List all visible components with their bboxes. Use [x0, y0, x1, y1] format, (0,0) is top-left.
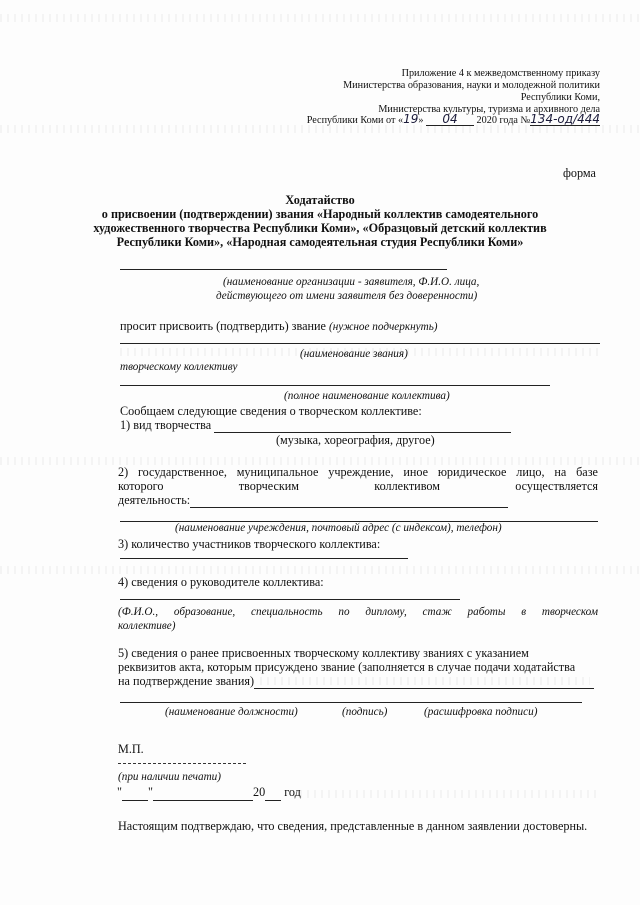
item5-field-line-1[interactable]: [254, 688, 594, 689]
item4-hint-word: диплому,: [365, 606, 407, 618]
item4-hint-word: в: [521, 606, 527, 618]
item4-hint-word: стаж: [422, 606, 452, 618]
item2-word: юридическое: [437, 465, 507, 479]
item4-field-line[interactable]: [120, 599, 460, 600]
item4-hint-line-1: [118, 606, 598, 618]
request-hint: (нужное подчеркнуть): [329, 321, 438, 333]
title-name-field-line[interactable]: [120, 343, 600, 344]
stamp-label: М.П.: [118, 742, 144, 756]
title-name-hint: (наименование звания): [300, 348, 408, 360]
applicant-hint-1: (наименование организации - заявителя, Ф.И.О. лица,: [223, 276, 480, 288]
decoding-hint: (расшифровка подписи): [424, 706, 538, 718]
item2-word: осуществляется: [515, 479, 598, 493]
collective-label: творческому коллективу: [120, 361, 238, 373]
item2-word: на: [554, 465, 567, 479]
header-line-5-prefix: Республики Коми от «: [306, 115, 404, 126]
header-line-2: Министерства образования, науки и молодежной политики: [343, 80, 600, 91]
title-line-3: художественного творчества Республики Коми», «Образцовый детский коллектив: [93, 221, 547, 235]
item5-line-3: на подтверждение звания): [118, 674, 255, 688]
header-line-1: Приложение 4 к межведомственному приказу: [401, 68, 600, 79]
item2-word: творческим: [238, 479, 300, 493]
item3-label: 3) количество участников творческого коллектива:: [118, 537, 381, 551]
request-line: [120, 319, 438, 334]
item1-hint: (музыка, хореография, другое): [276, 433, 435, 447]
info-intro: Сообщаем следующие сведения о творческом коллективе:: [120, 404, 422, 418]
item2-line-3: деятельность:: [118, 493, 191, 507]
header-line-3: Республики Коми,: [520, 92, 600, 103]
form-label: форма: [563, 166, 596, 180]
date-month-field[interactable]: [153, 785, 253, 801]
item2-hint: (наименование учреждения, почтовый адрес (с индексом), телефон): [175, 522, 502, 534]
item5-field-line-2[interactable]: [120, 702, 582, 703]
header-line-4: Министерства культуры, туризма и архивного дела: [378, 104, 600, 115]
title-line-4: Республики Коми», «Народная самодеятельная студия Республики Коми»: [116, 235, 524, 249]
item4-hint-word: творческом: [541, 606, 598, 618]
confirmation-text: Настоящим подтверждаю, что сведения, представленные в данном заявлении достоверны.: [118, 819, 588, 833]
scan-noise: [0, 457, 640, 465]
item3-field-line[interactable]: [120, 558, 408, 559]
date-day-field[interactable]: [122, 785, 148, 801]
collective-name-field-line[interactable]: [120, 385, 550, 386]
item2-line-1: [118, 465, 598, 480]
item5-line-1: 5) сведения о ранее присвоенных творческому коллективу званиях с указанием: [118, 646, 529, 660]
scan-noise: [0, 566, 640, 574]
item2-word: учреждение,: [328, 465, 394, 479]
header-line-5-mid1: »: [418, 115, 424, 126]
order-date-day: 19: [403, 112, 419, 126]
item4-hint-line-2: коллективе): [118, 620, 176, 632]
applicant-hint-2: действующего от имени заявителя без доверенности): [216, 290, 478, 302]
header-order-line: [307, 114, 600, 126]
signature-hint: (подпись): [342, 706, 388, 718]
item4-hint-word: образование,: [173, 606, 236, 618]
scan-noise: [0, 125, 640, 133]
item2-word: базе: [576, 465, 598, 479]
item4-hint-word: по: [338, 606, 350, 618]
title-line-2: о присвоении (подтверждении) звания «Народный коллектив самодеятельного: [101, 207, 539, 221]
item4-hint-word: работы: [467, 606, 506, 618]
item5-line-2: реквизитов акта, которым присуждено звание (заполняется в случае подачи ходатайства: [118, 660, 576, 674]
item2-line-2: [118, 479, 598, 494]
date-open-quote: ": [117, 785, 122, 799]
item2-word: лицо,: [516, 465, 545, 479]
date-close-quote: ": [147, 785, 153, 799]
order-date-month: 04: [426, 114, 474, 126]
scan-noise: [0, 14, 640, 22]
stamp-dashed-line: [118, 763, 246, 764]
item2-word: иное: [403, 465, 429, 479]
date-suffix: год: [284, 785, 301, 799]
applicant-field-line[interactable]: [120, 269, 447, 270]
item2-word: государственное,: [137, 465, 227, 479]
item2-word: муниципальное: [236, 465, 319, 479]
item4-hint-word: (Ф.И.О.,: [118, 606, 159, 618]
item1-label: 1) вид творчества: [120, 418, 212, 432]
order-number: 134-од/444: [530, 112, 600, 126]
collective-full-hint: (полное наименование коллектива): [284, 390, 450, 402]
item4-label: 4) сведения о руководителе коллектива:: [118, 575, 324, 589]
item2-word: 2): [118, 465, 129, 479]
position-hint: (наименование должности): [165, 706, 298, 718]
title-line-1: Ходатайство: [285, 193, 355, 207]
date-year-prefix: 20: [252, 785, 266, 799]
scan-noise: [300, 790, 600, 798]
item4-hint-word: специальность: [251, 606, 323, 618]
item2-word: которого: [118, 479, 164, 493]
item2-field-line-1[interactable]: [190, 507, 508, 508]
date-line: [117, 785, 301, 801]
stamp-hint: (при наличии печати): [118, 771, 221, 783]
header-line-5-mid2: 2020 года №: [476, 115, 531, 126]
item2-word: коллективом: [374, 479, 440, 493]
request-text: просит присвоить (подтвердить) звание: [120, 319, 326, 333]
scan-noise: [260, 677, 590, 685]
date-year-field[interactable]: [265, 785, 281, 801]
